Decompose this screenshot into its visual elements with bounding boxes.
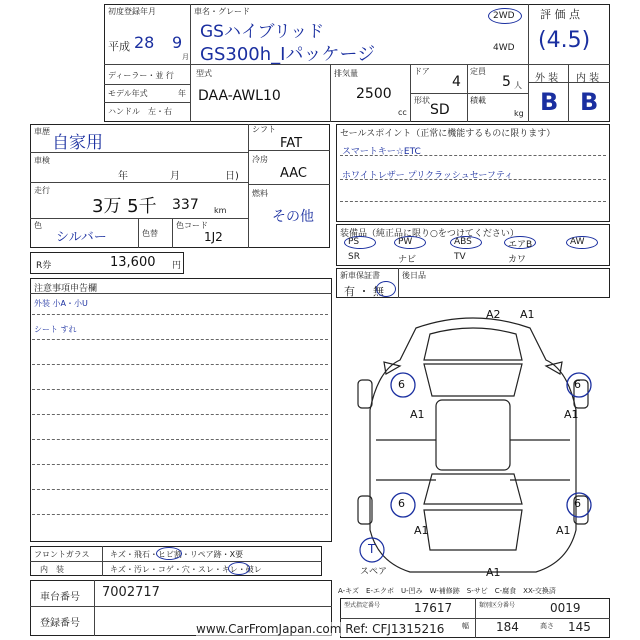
color: シルバー	[56, 230, 107, 245]
sales-label: セールスポイント（正常に機能するものに限ります）	[340, 129, 556, 139]
divider	[30, 293, 332, 294]
glass-circle	[156, 547, 182, 560]
notes-line	[32, 389, 328, 390]
interior-cond-label: 内 装	[40, 565, 64, 574]
month-unit: 月	[182, 53, 189, 61]
displacement-label: 排気量	[334, 69, 358, 78]
spare-label: スペア	[360, 567, 388, 577]
color-code-label: 色コード	[176, 221, 208, 230]
divider	[30, 561, 322, 562]
recycle-label: R券	[36, 261, 52, 271]
handle-label: ハンドル 左・右	[108, 107, 172, 116]
divider	[528, 4, 529, 122]
recycle: 13,600	[110, 255, 156, 270]
capacity-label: 定員	[470, 67, 486, 76]
damage-mark: 6	[398, 378, 405, 391]
shape-label: 形状	[414, 96, 430, 105]
car-name-label: 車名・グレード	[194, 7, 250, 16]
divider	[248, 124, 249, 248]
interior-grade: B	[580, 88, 599, 116]
notes-line	[32, 514, 328, 515]
dealer-label: ディーラー・並 行	[108, 71, 174, 80]
car-rear-window	[424, 474, 522, 504]
divider	[30, 606, 332, 607]
damage-mark: A2	[486, 308, 501, 321]
notes-line1: 外装 小A・小U	[34, 299, 88, 308]
usage: 自家用	[52, 133, 103, 153]
shift-label: シフト	[252, 125, 276, 134]
shape: SD	[430, 102, 450, 118]
door: 4	[452, 74, 461, 90]
divider	[104, 84, 190, 85]
notes-line	[32, 339, 328, 340]
tire-front-left	[358, 380, 372, 408]
mileage-label: 走行	[34, 186, 50, 195]
width: 184	[496, 620, 519, 634]
inspection-day: 日)	[225, 171, 239, 182]
height: 145	[568, 620, 591, 634]
equipment-item: エアB	[508, 240, 533, 250]
type-label: 型式	[196, 69, 212, 78]
usage-label: 車歴	[34, 127, 50, 136]
divider	[568, 64, 569, 122]
inspection-year: 年	[118, 171, 128, 182]
divider	[172, 218, 173, 248]
inspection-month: 月	[170, 171, 180, 182]
ac: AAC	[280, 166, 307, 181]
fuel-label: 燃料	[252, 189, 268, 198]
height-label: 高さ	[540, 622, 554, 630]
model-year-unit: 年	[178, 89, 186, 98]
type-value: DAA-AWL10	[198, 88, 281, 104]
warranty-value: 有 ・ 無	[344, 285, 384, 298]
car-diagram	[336, 300, 610, 590]
first-reg-label: 初度登録年月	[108, 7, 156, 16]
divider	[94, 580, 95, 636]
divider	[190, 64, 191, 122]
interior-cond-value: キズ・汚レ・コゲ・穴・スレ・キレ・破レ	[110, 565, 262, 574]
glass-value: キズ・飛石・ヒビ割・リペア跡・X要	[110, 550, 244, 559]
reg-month: 9	[172, 33, 183, 52]
interior-label: 内 装	[576, 73, 600, 84]
chassis-label: 車台番号	[40, 592, 80, 603]
color-code: 1J2	[204, 230, 223, 244]
divider	[30, 218, 248, 219]
load-label: 積載	[470, 96, 486, 105]
damage-mark: A1	[520, 308, 535, 321]
sales-line2: ホワイトレザー プリクラッシュセーフティ	[342, 171, 514, 181]
sales-line	[340, 201, 606, 202]
notes-line	[32, 489, 328, 490]
mileage-rest: 337	[172, 197, 199, 213]
damage-mark: A1	[556, 524, 571, 537]
type-no: 17617	[414, 601, 453, 615]
equipment-item: AW	[570, 237, 585, 247]
exterior-grade: B	[540, 88, 559, 116]
eval-score: (4.5)	[538, 28, 591, 53]
damage-mark: A1	[414, 524, 429, 537]
reg-year: 28	[134, 33, 155, 52]
divider	[138, 218, 139, 248]
fuel: その他	[272, 209, 314, 225]
sales-line1: スマートキー☆ETC	[342, 147, 421, 157]
damage-mark: A1	[410, 408, 425, 421]
era: 平成	[108, 40, 130, 53]
notes-line	[32, 314, 328, 315]
equipment-item: カワ	[508, 255, 527, 265]
damage-mark: 6	[574, 378, 581, 391]
notes-block	[30, 278, 332, 542]
notes-line	[32, 464, 328, 465]
capacity: 5	[502, 74, 511, 90]
divider	[102, 546, 103, 576]
mileage: 3万 5千	[92, 196, 157, 217]
car-hood	[424, 328, 522, 360]
damage-mark: A1	[564, 408, 579, 421]
equipment-label: 装備品（純正品に限り○をつけてください）	[340, 229, 519, 239]
equipment-item: PW	[398, 237, 413, 247]
class-no-label: 類別区分番号	[479, 602, 516, 609]
eval-label: 評 価 点	[540, 8, 580, 21]
divider	[475, 598, 476, 638]
width-label: 幅	[462, 622, 469, 630]
divider	[398, 268, 399, 298]
damage-mark: A1	[486, 566, 501, 579]
damage-mark: 6	[398, 497, 405, 510]
equipment-item: ABS	[454, 237, 472, 247]
notes-label: 注意事項申告欄	[34, 284, 98, 294]
equipment-item: SR	[348, 252, 360, 262]
cc-unit: cc	[398, 108, 407, 117]
notes-line2: シート すれ	[34, 325, 77, 334]
kg-unit: kg	[514, 109, 524, 118]
recycle-box	[30, 252, 184, 274]
damage-mark: 6	[574, 497, 581, 510]
class-no: 0019	[550, 601, 581, 615]
person-unit: 人	[514, 81, 522, 90]
type-no-label: 型式指定番号	[344, 602, 381, 609]
car-name: GSハイブリッド	[200, 22, 325, 42]
equipment-item: ナビ	[398, 255, 417, 265]
notes-line	[32, 414, 328, 415]
chassis-value: 7002717	[102, 585, 160, 600]
car-windshield	[424, 364, 522, 396]
equipment-item: PS	[348, 237, 360, 247]
ac-label: 冷房	[252, 155, 268, 164]
car-trunk	[424, 510, 522, 550]
divider	[410, 93, 528, 94]
divider	[30, 182, 248, 183]
divider	[248, 184, 330, 185]
car-body-outline	[370, 318, 576, 572]
model-year-label: モデル年式	[108, 89, 148, 98]
warranty-circle	[376, 281, 396, 297]
notes-line	[32, 439, 328, 440]
watermark: www.CarFromJapan.com Ref: CFJ1315216	[196, 622, 445, 636]
warranty-label: 新車保証書	[340, 271, 380, 280]
glass-label: フロントガラス	[34, 550, 90, 559]
equipment-item: TV	[454, 252, 466, 262]
shift: FAT	[280, 136, 303, 151]
interior-circle	[228, 562, 250, 575]
notes-line	[32, 364, 328, 365]
car-mirror-right	[546, 362, 562, 374]
spare-t: T	[368, 542, 376, 556]
damage-legend: A-キズ E-エクボ U-凹み W-補修跡 S-サビ C-腐食 XX-交換済	[338, 587, 556, 595]
door-label: ドア	[414, 67, 430, 76]
km-unit: km	[214, 206, 227, 215]
car-roof	[436, 400, 510, 470]
color-label: 色	[34, 221, 42, 230]
car-mirror-left	[384, 362, 400, 374]
inspection-label: 車検	[34, 156, 50, 165]
grade: GS300h_Iパッケージ	[200, 44, 376, 65]
divider	[330, 64, 331, 122]
divider	[104, 102, 190, 103]
drive-4wd: 4WD	[493, 43, 515, 53]
divider	[190, 4, 191, 64]
record-label: 後日品	[402, 271, 426, 280]
drive-2wd: 2WD	[493, 11, 515, 21]
reg-no-label: 登録番号	[40, 618, 80, 629]
yen-unit: 円	[172, 261, 182, 271]
color-change-label: 色替	[142, 229, 158, 238]
exterior-label: 外 装	[535, 73, 559, 84]
displacement: 2500	[356, 86, 392, 102]
